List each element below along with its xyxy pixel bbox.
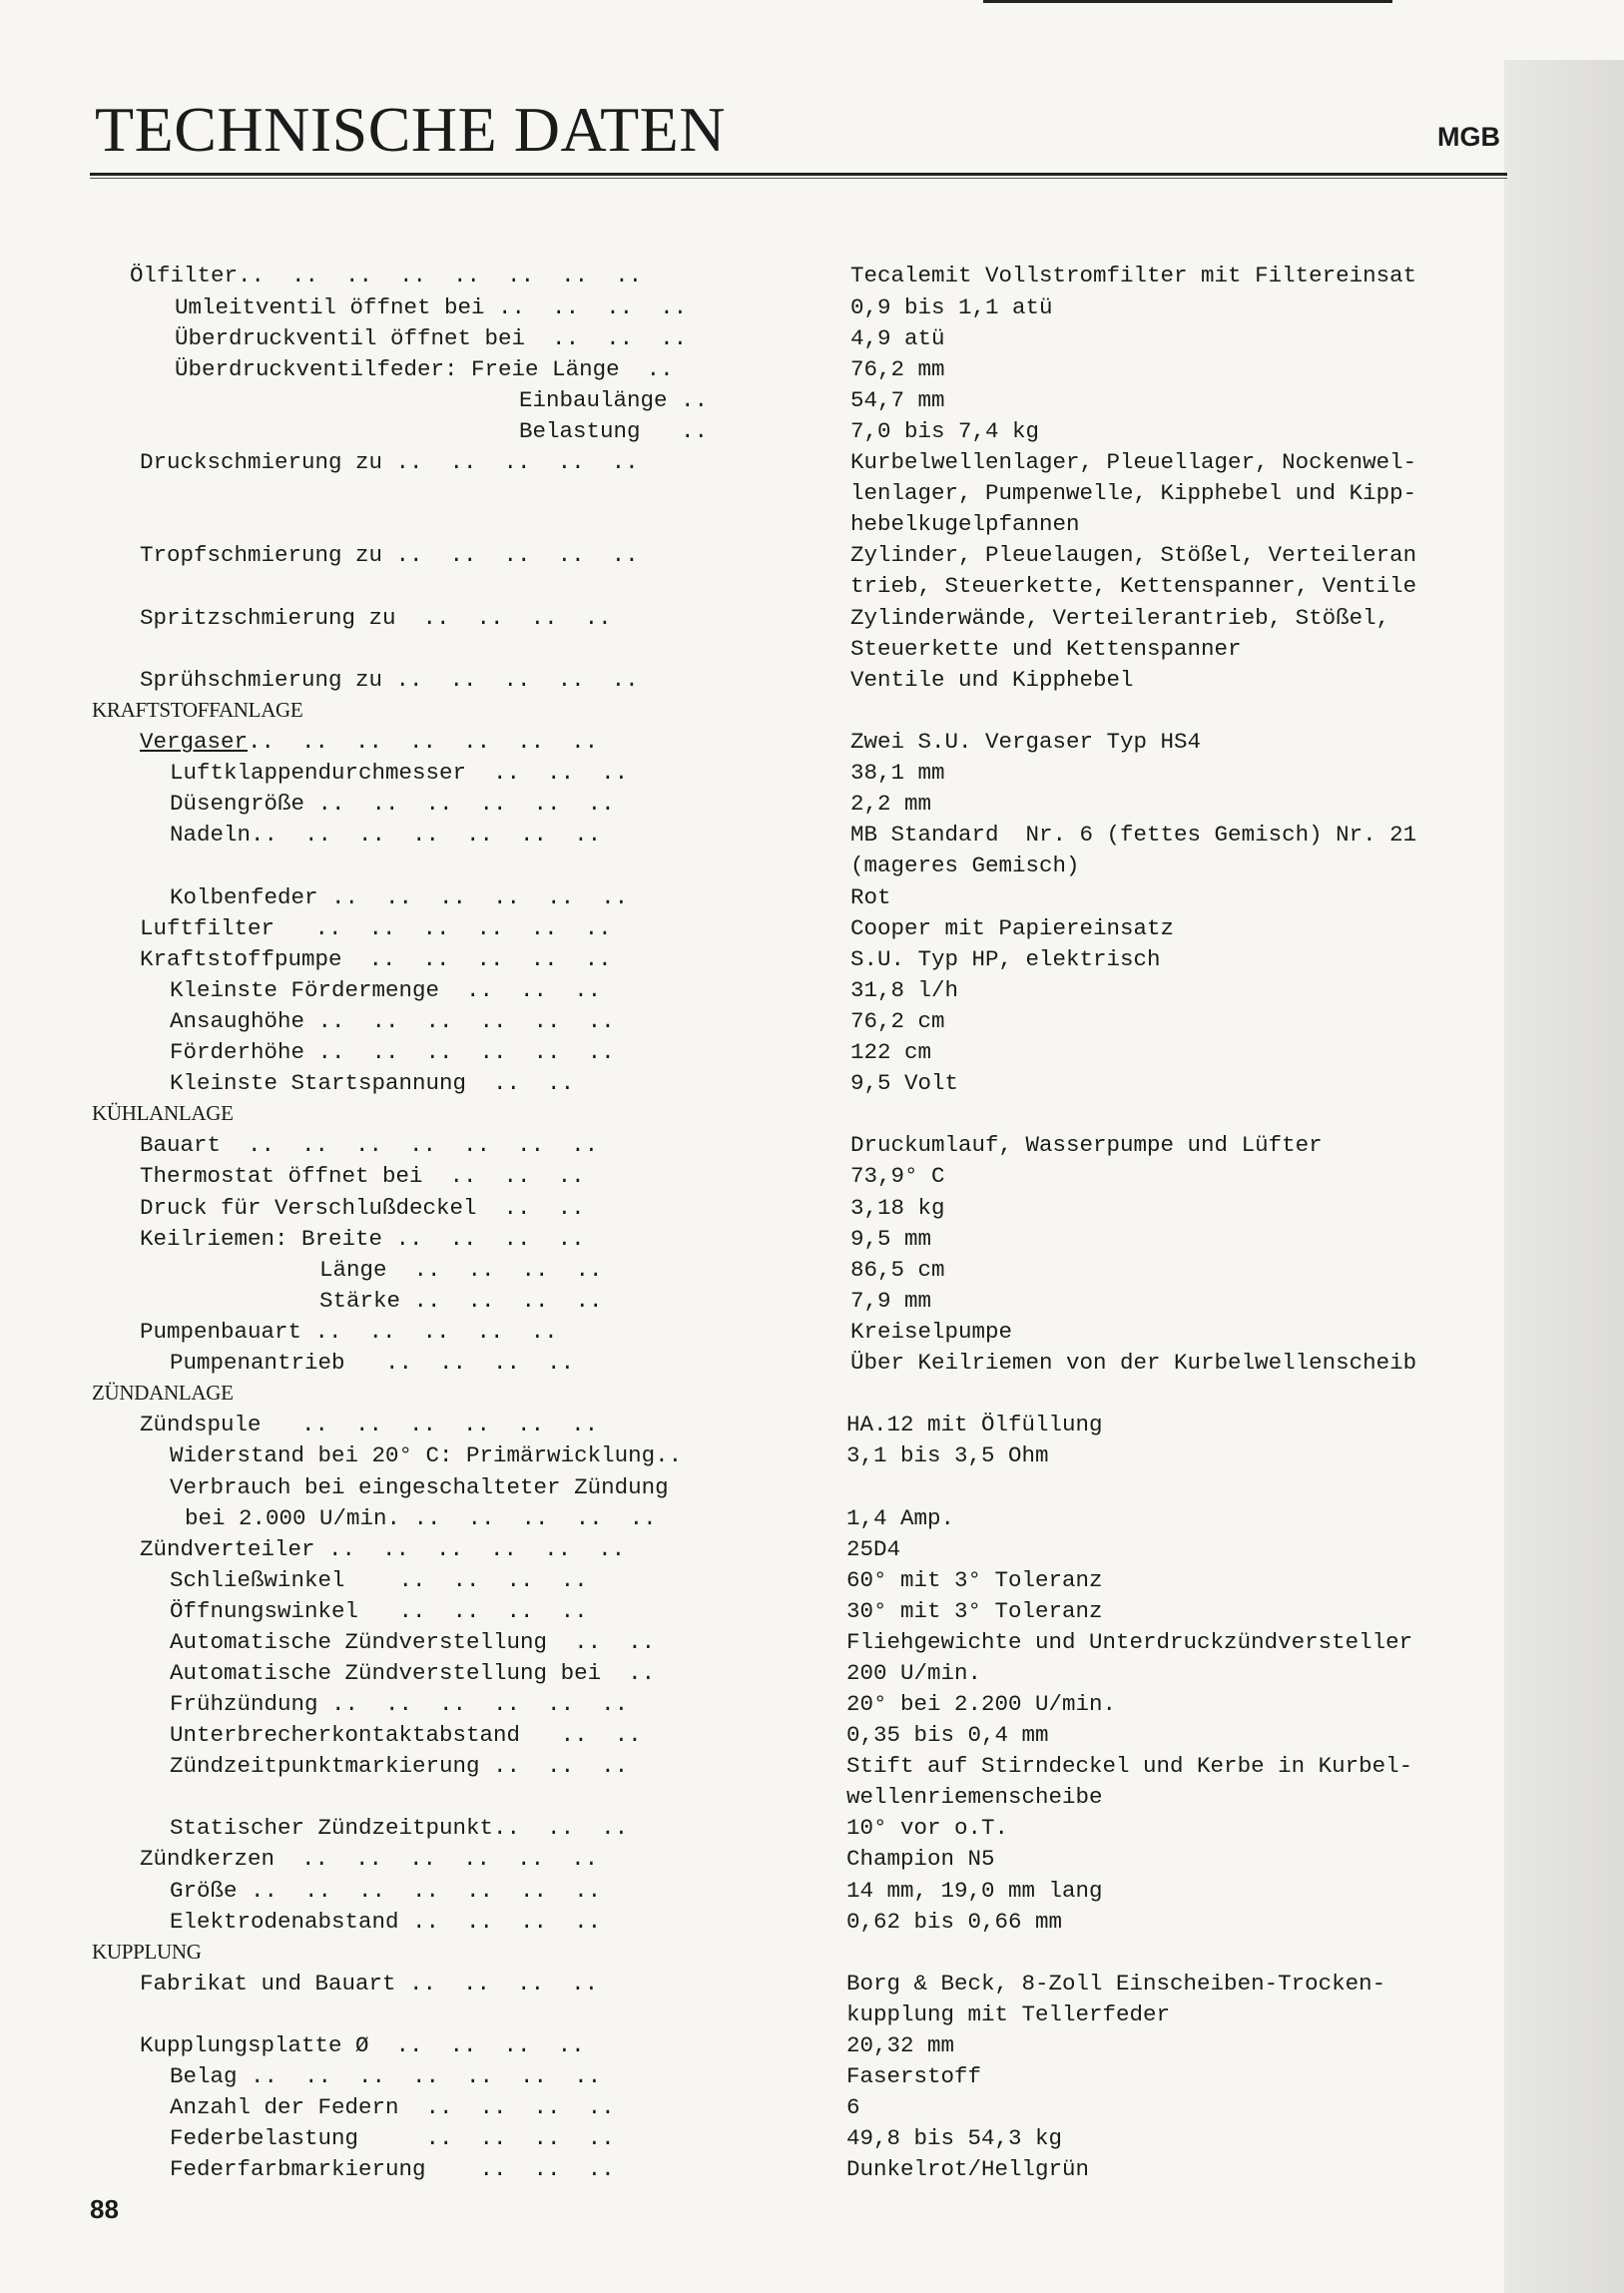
spec-label: Länge .. .. .. .. <box>319 1257 603 1283</box>
spec-value: Steuerkette und Kettenspanner <box>850 636 1242 662</box>
spec-row <box>0 2156 1504 2187</box>
spec-value: 9,5 Volt <box>850 1070 959 1096</box>
spec-row <box>0 884 1504 915</box>
spec-row <box>0 760 1504 791</box>
spec-label: Kolbenfeder .. .. .. .. .. .. <box>170 884 629 910</box>
spec-label: bei 2.000 U/min. .. .. .. .. .. <box>185 1505 657 1531</box>
spec-label: Spritzschmierung zu .. .. .. .. <box>140 605 612 631</box>
spec-label: Einbaulänge .. <box>519 387 709 413</box>
spec-value: hebelkugelpfannen <box>850 511 1080 537</box>
spec-row <box>0 1691 1504 1722</box>
spec-value: Fliehgewichte und Unterdruckzündversteller <box>846 1629 1413 1655</box>
spec-label: Automatische Zündverstellung .. .. <box>170 1629 656 1655</box>
spec-value: Kreiselpumpe <box>850 1319 1013 1345</box>
spec-label: Druck für Verschlußdeckel .. .. <box>140 1195 585 1221</box>
spec-row <box>0 822 1504 853</box>
spec-value: Borg & Beck, 8-Zoll Einscheiben-Trocken- <box>846 1971 1386 1997</box>
spec-label: Zündverteiler .. .. .. .. .. .. <box>140 1536 626 1562</box>
spec-value: Faserstoff <box>846 2063 982 2089</box>
spec-row <box>0 1474 1504 1505</box>
spec-row <box>0 1598 1504 1629</box>
brand-label: MGB <box>1437 122 1500 152</box>
spec-value: 0,9 bis 1,1 atü <box>850 294 1053 320</box>
spec-label: Sprühschmierung zu .. .. .. .. .. <box>140 667 639 693</box>
spec-row <box>0 915 1504 946</box>
spec-row <box>0 263 1504 293</box>
spec-row <box>0 1722 1504 1753</box>
spec-label: Thermostat öffnet bei .. .. .. <box>140 1163 585 1189</box>
spec-label: Keilriemen: Breite .. .. .. .. <box>140 1226 585 1252</box>
spec-value: 200 U/min. <box>846 1660 982 1686</box>
spec-row <box>0 1195 1504 1226</box>
spec-value: 0,62 bis 0,66 mm <box>846 1909 1063 1935</box>
spec-row <box>0 1753 1504 1784</box>
spec-row <box>0 1660 1504 1691</box>
spec-row <box>0 2063 1504 2094</box>
spec-value: 49,8 bis 54,3 kg <box>846 2125 1063 2151</box>
spec-row <box>0 511 1504 542</box>
spec-row <box>0 1815 1504 1846</box>
spec-value: Kurbelwellenlager, Pleuellager, Nockenwel- <box>850 449 1417 475</box>
spec-row <box>0 946 1504 977</box>
spec-label: Druckschmierung zu .. .. .. .. .. <box>140 449 639 475</box>
spec-value: 122 cm <box>850 1039 932 1065</box>
spec-value: Zylinderwände, Verteilerantrieb, Stößel, <box>850 605 1390 631</box>
spec-value: Ventile und Kipphebel <box>850 667 1134 693</box>
section-heading <box>0 698 1504 729</box>
spec-label: Umleitventil öffnet bei .. .. .. .. <box>175 294 688 320</box>
spec-row <box>0 325 1504 356</box>
spec-label: Widerstand bei 20° C: Primärwicklung.. <box>170 1442 683 1468</box>
spec-value: 4,9 atü <box>850 325 945 351</box>
spec-row <box>0 1784 1504 1815</box>
spec-value: Cooper mit Papiereinsatz <box>850 915 1175 941</box>
spec-value: 0,35 bis 0,4 mm <box>846 1722 1049 1748</box>
page-number: 88 <box>90 2194 119 2224</box>
spec-row <box>0 1257 1504 1288</box>
spec-value: 54,7 mm <box>850 387 945 413</box>
spec-value: 10° vor o.T. <box>846 1815 1009 1841</box>
spec-label: Förderhöhe .. .. .. .. .. .. <box>170 1039 615 1065</box>
spec-value: 38,1 mm <box>850 760 945 786</box>
spec-value: HA.12 mit Ölfüllung <box>846 1412 1103 1437</box>
spec-row <box>0 542 1504 573</box>
spec-row <box>0 1288 1504 1319</box>
spec-row <box>0 1163 1504 1194</box>
spec-value: 7,0 bis 7,4 kg <box>850 418 1040 444</box>
spec-row <box>0 1909 1504 1940</box>
spec-label: Federfarbmarkierung .. .. .. <box>170 2156 615 2182</box>
spec-label: Größe .. .. .. .. .. .. .. <box>170 1878 602 1904</box>
spec-value: 3,1 bis 3,5 Ohm <box>846 1442 1049 1468</box>
spec-row <box>0 1846 1504 1877</box>
spec-value: Rot <box>850 884 891 910</box>
spec-row <box>0 356 1504 387</box>
spec-value: wellenriemenscheibe <box>846 1784 1103 1810</box>
spec-value: 76,2 cm <box>850 1008 945 1034</box>
spec-value: 31,8 l/h <box>850 977 959 1003</box>
spec-row <box>0 573 1504 604</box>
spec-row <box>0 1442 1504 1473</box>
spec-label: Luftklappendurchmesser .. .. .. <box>170 760 629 786</box>
spec-row <box>0 636 1504 667</box>
section-title: ZÜNDANLAGE <box>92 1381 234 1405</box>
spec-value: 20° bei 2.200 U/min. <box>846 1691 1117 1717</box>
spec-value: 73,9° C <box>850 1163 945 1189</box>
spec-value: 30° mit 3° Toleranz <box>846 1598 1103 1624</box>
spec-value: 6 <box>846 2094 860 2120</box>
spec-row <box>0 449 1504 480</box>
spec-row <box>0 1350 1504 1381</box>
spec-label: Düsengröße .. .. .. .. .. .. <box>170 791 615 817</box>
spec-label: Belastung .. <box>519 418 709 444</box>
spec-row <box>0 1505 1504 1536</box>
spec-value: MB Standard Nr. 6 (fettes Gemisch) Nr. 21 <box>850 822 1417 848</box>
spec-label: Ölfilter.. .. .. .. .. .. .. .. <box>130 263 643 288</box>
spec-label: Statischer Zündzeitpunkt.. .. .. <box>170 1815 629 1841</box>
spec-label: Kleinste Fördermenge .. .. .. <box>170 977 602 1003</box>
spec-value: 60° mit 3° Toleranz <box>846 1567 1103 1593</box>
section-title: KUPPLUNG <box>92 1940 202 1964</box>
spec-value: S.U. Typ HP, elektrisch <box>850 946 1161 972</box>
spec-row <box>0 1319 1504 1350</box>
spec-row <box>0 667 1504 698</box>
adjacent-page-bleed <box>1504 60 1624 2293</box>
spec-row <box>0 729 1504 760</box>
section-title: KÜHLANLAGE <box>92 1101 234 1125</box>
spec-label: Pumpenbauart .. .. .. .. .. <box>140 1319 558 1345</box>
spec-row <box>0 1412 1504 1442</box>
spec-label: Luftfilter .. .. .. .. .. .. <box>140 915 612 941</box>
spec-label: Kleinste Startspannung .. .. <box>170 1070 575 1096</box>
spec-label: Pumpenantrieb .. .. .. .. <box>170 1350 575 1376</box>
spec-label: Stärke .. .. .. .. <box>319 1288 603 1314</box>
spec-value: 9,5 mm <box>850 1226 932 1252</box>
spec-row <box>0 387 1504 418</box>
spec-label: Vergaser.. .. .. .. .. .. .. <box>140 729 599 755</box>
spec-value: Champion N5 <box>846 1846 995 1872</box>
spec-label: Automatische Zündverstellung bei .. <box>170 1660 656 1686</box>
spec-row <box>0 791 1504 822</box>
spec-row <box>0 1226 1504 1257</box>
spec-value: Zwei S.U. Vergaser Typ HS4 <box>850 729 1202 755</box>
spec-label: Elektrodenabstand .. .. .. .. <box>170 1909 602 1935</box>
spec-row <box>0 2094 1504 2125</box>
spec-row <box>0 294 1504 325</box>
page-title: TECHNISCHE DATEN <box>95 94 726 165</box>
spec-row <box>0 1878 1504 1909</box>
spec-row <box>0 853 1504 883</box>
spec-row <box>0 1039 1504 1070</box>
spec-row <box>0 605 1504 636</box>
spec-value: 25D4 <box>846 1536 901 1562</box>
spec-row <box>0 1567 1504 1598</box>
spec-label: Unterbrecherkontaktabstand .. .. <box>170 1722 642 1748</box>
spec-label: Belag .. .. .. .. .. .. .. <box>170 2063 602 2089</box>
spec-row <box>0 1536 1504 1567</box>
spec-label: Verbrauch bei eingeschalteter Zündung <box>170 1474 669 1500</box>
spec-label: Ansaughöhe .. .. .. .. .. .. <box>170 1008 615 1034</box>
spec-label: Kupplungsplatte Ø .. .. .. .. <box>140 2032 585 2058</box>
spec-value: 76,2 mm <box>850 356 945 382</box>
spec-label: Frühzündung .. .. .. .. .. .. <box>170 1691 629 1717</box>
spec-row <box>0 418 1504 449</box>
spec-value: Dunkelrot/Hellgrün <box>846 2156 1090 2182</box>
spec-row <box>0 2125 1504 2156</box>
spec-value: Zylinder, Pleuelaugen, Stößel, Verteileran <box>850 542 1417 568</box>
spec-label: Anzahl der Federn .. .. .. .. <box>170 2094 615 2120</box>
spec-label: Tropfschmierung zu .. .. .. .. .. <box>140 542 639 568</box>
spec-value: kupplung mit Tellerfeder <box>846 2002 1171 2027</box>
spec-label: Bauart .. .. .. .. .. .. .. <box>140 1132 599 1158</box>
section-heading <box>0 1101 1504 1132</box>
spec-label: Zündkerzen .. .. .. .. .. .. <box>140 1846 599 1872</box>
spec-value: Tecalemit Vollstromfilter mit Filtereinsat <box>850 263 1417 288</box>
spec-value: 86,5 cm <box>850 1257 945 1283</box>
spec-row <box>0 1008 1504 1039</box>
spec-label: Zündzeitpunktmarkierung .. .. .. <box>170 1753 629 1779</box>
spec-value: 3,18 kg <box>850 1195 945 1221</box>
spec-row <box>0 1629 1504 1660</box>
spec-value: 7,9 mm <box>850 1288 932 1314</box>
spec-value: trieb, Steuerkette, Kettenspanner, Ventile <box>850 573 1417 599</box>
spec-value: 2,2 mm <box>850 791 932 817</box>
spec-value: 1,4 Amp. <box>846 1505 955 1531</box>
spec-row <box>0 1132 1504 1163</box>
section-heading <box>0 1381 1504 1412</box>
spec-label: Überdruckventil öffnet bei .. .. .. <box>175 325 688 351</box>
spec-value: Stift auf Stirndeckel und Kerbe in Kurbel- <box>846 1753 1413 1779</box>
spec-label: Überdruckventilfeder: Freie Länge .. <box>175 356 674 382</box>
spec-value: Druckumlauf, Wasserpumpe und Lüfter <box>850 1132 1323 1158</box>
spec-label: Schließwinkel .. .. .. .. <box>170 1567 588 1593</box>
spec-row <box>0 2002 1504 2032</box>
spec-row <box>0 977 1504 1008</box>
spec-row <box>0 2032 1504 2063</box>
spec-row <box>0 1971 1504 2002</box>
spec-value: Über Keilriemen von der Kurbelwellenscheib <box>850 1350 1417 1376</box>
spec-label: Nadeln.. .. .. .. .. .. .. <box>170 822 602 848</box>
section-heading <box>0 1940 1504 1971</box>
spec-label: Fabrikat und Bauart .. .. .. .. <box>140 1971 599 1997</box>
spec-value: 20,32 mm <box>846 2032 955 2058</box>
spec-label: Öffnungswinkel .. .. .. .. <box>170 1598 588 1624</box>
spec-row <box>0 1070 1504 1101</box>
spec-row <box>0 480 1504 511</box>
spec-label: Federbelastung .. .. .. .. <box>170 2125 615 2151</box>
spec-label: Zündspule .. .. .. .. .. .. <box>140 1412 599 1437</box>
spec-value: (mageres Gemisch) <box>850 853 1080 878</box>
spec-label: Kraftstoffpumpe .. .. .. .. .. <box>140 946 612 972</box>
spec-value: 14 mm, 19,0 mm lang <box>846 1878 1103 1904</box>
section-title: KRAFTSTOFFANLAGE <box>92 698 303 722</box>
spec-value: lenlager, Pumpenwelle, Kipphebel und Kipp- <box>850 480 1417 506</box>
